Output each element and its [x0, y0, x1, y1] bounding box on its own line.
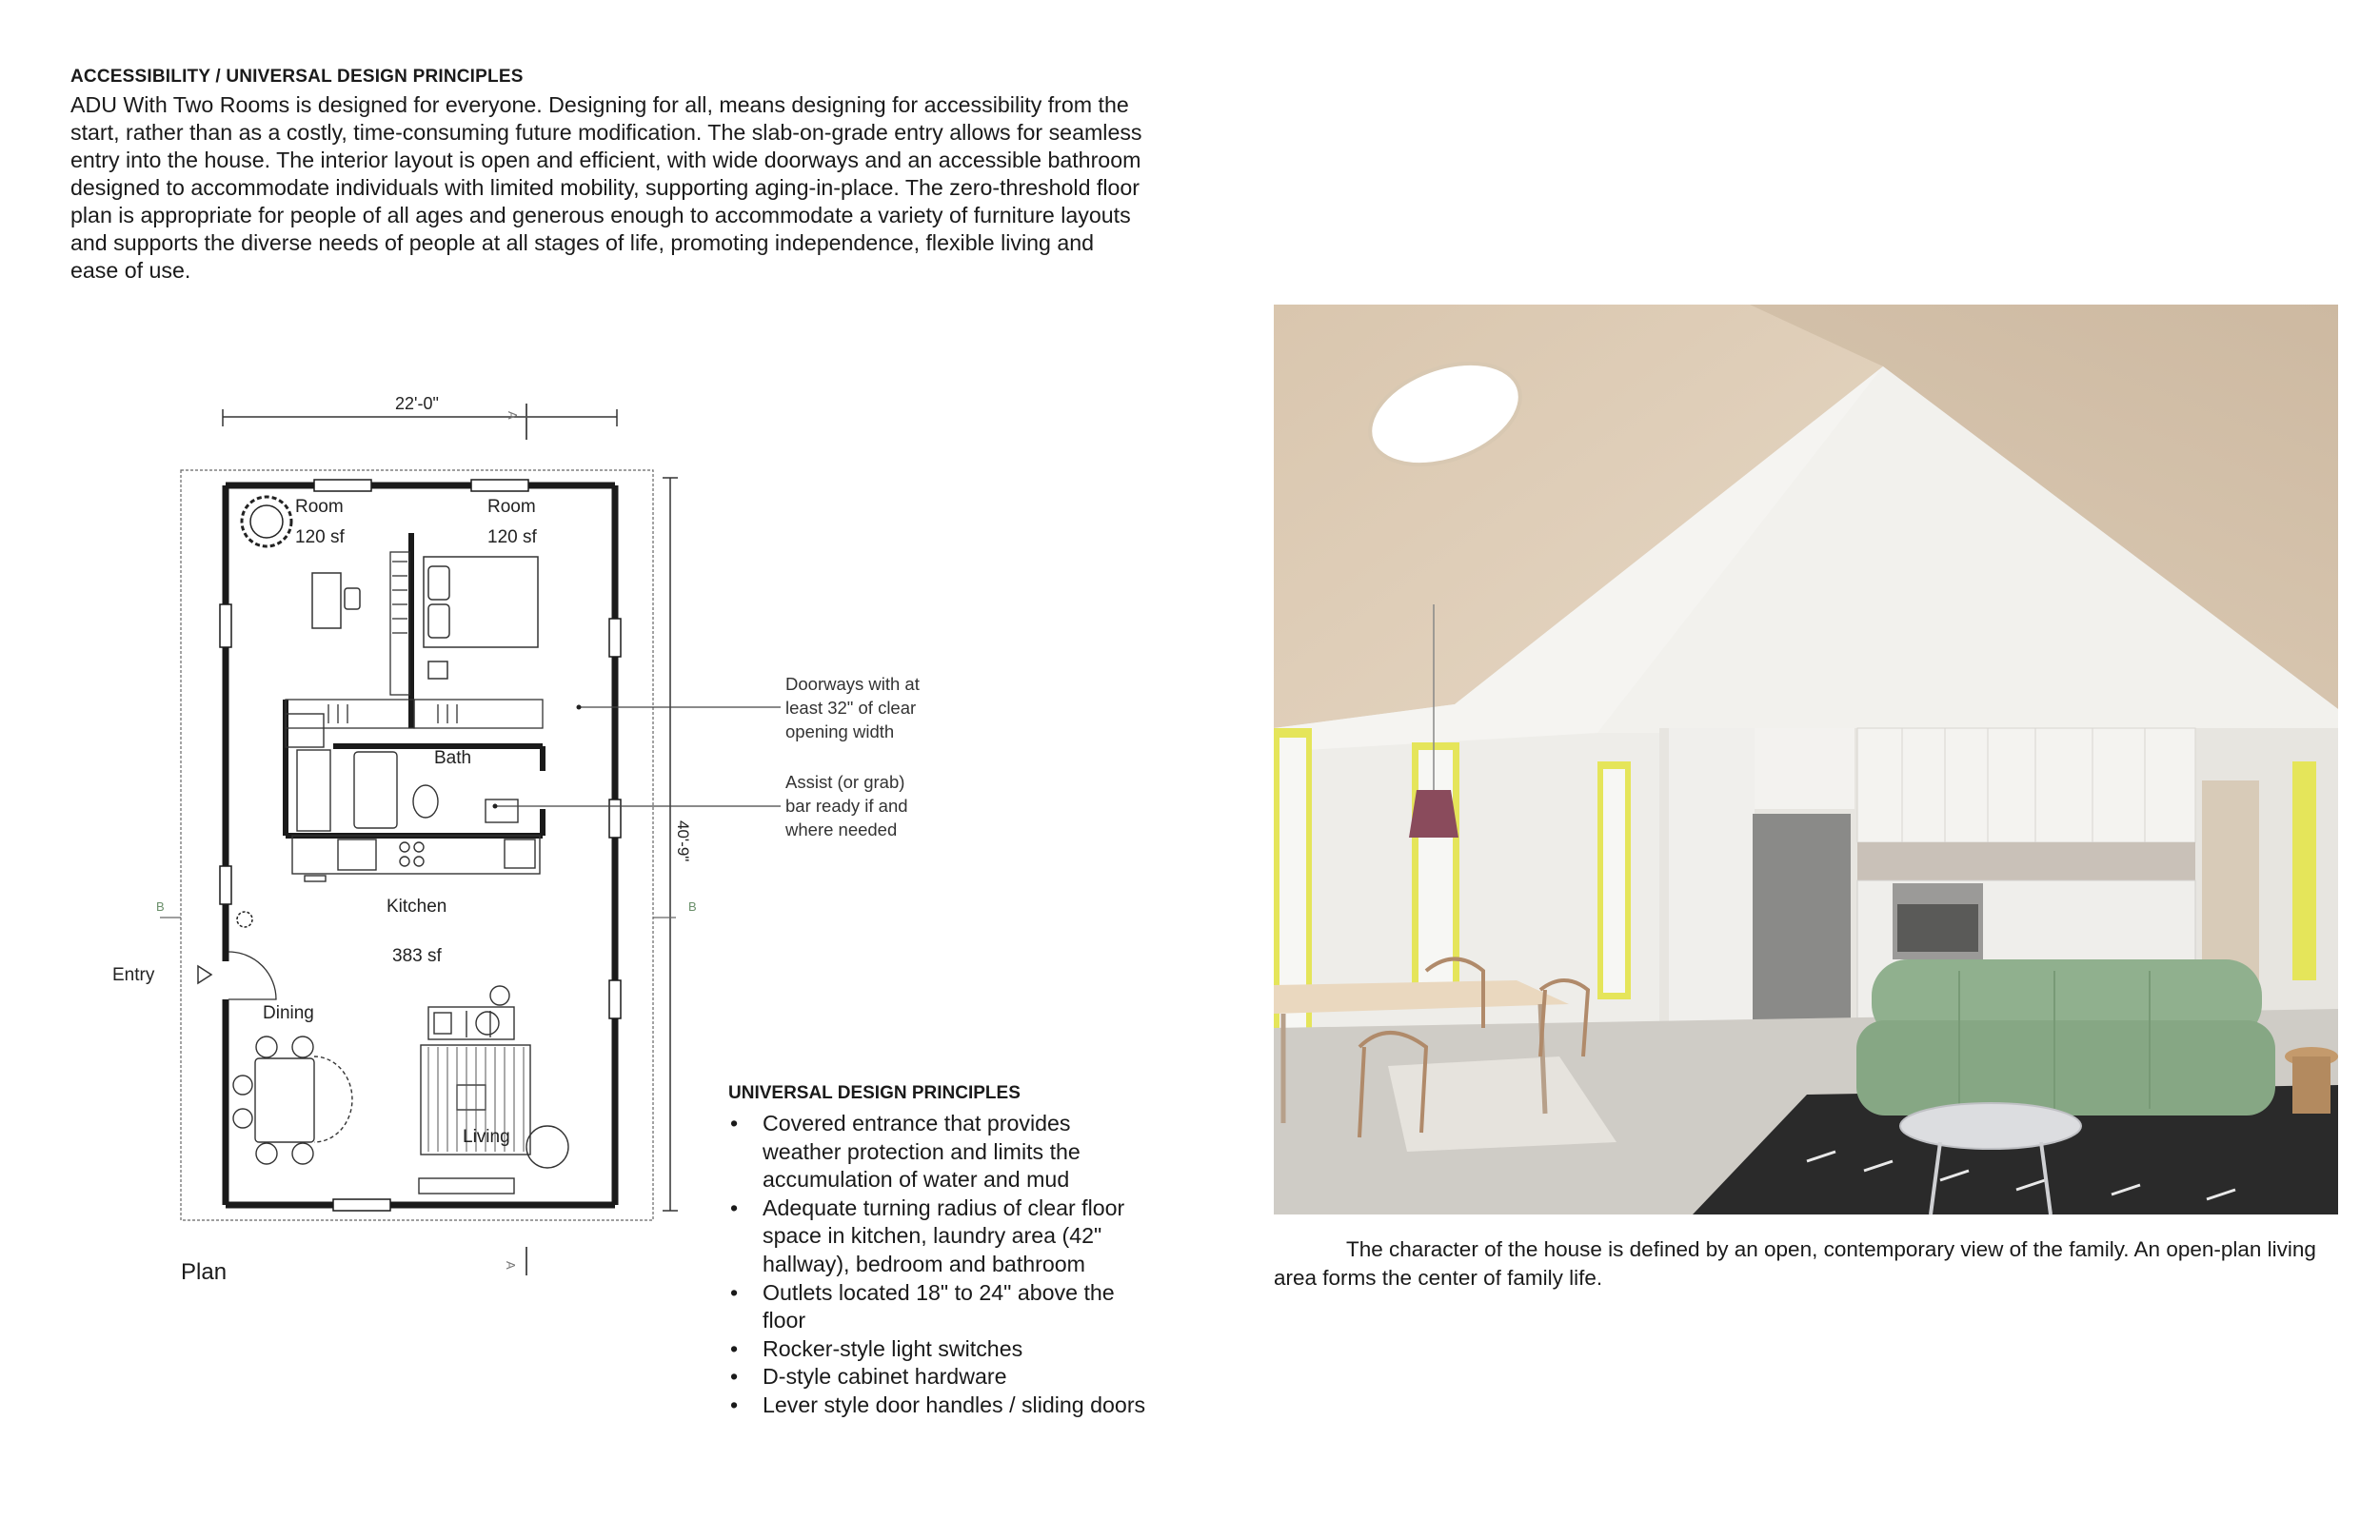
section-a-top: A [506, 411, 520, 420]
dimension-width: 22'-0" [395, 394, 439, 413]
note-assist-line-1: Assist (or grab) [785, 772, 905, 792]
udp-item: • Covered entrance that provides weather protection and limits the accumulation of water and mud [728, 1110, 1147, 1194]
interior-rendering [1274, 305, 2338, 1214]
label-room-2-area: 120 sf [487, 527, 537, 547]
udp-list [728, 1110, 1147, 1420]
label-room-2: Room [487, 497, 536, 517]
label-room-1: Room [295, 497, 344, 517]
label-bath: Bath [434, 748, 472, 768]
section-a-bottom: A [504, 1261, 518, 1270]
section-b-left: B [156, 899, 165, 914]
udp-item: • Outlets located 18" to 24" above the floor [728, 1279, 1147, 1335]
udp-item: • Adequate turning radius of clear floor space in kitchen, laundry area (42" hallway), bedroom and bathroom [728, 1194, 1147, 1279]
universal-design-principles [728, 1083, 1147, 1420]
note-assist-line-3: where needed [785, 819, 898, 839]
intro-heading: ACCESSIBILITY / UNIVERSAL DESIGN PRINCIPLES [70, 67, 524, 87]
udp-heading: UNIVERSAL DESIGN PRINCIPLES [728, 1083, 1021, 1103]
dimension-depth: 40'-9" [674, 820, 692, 862]
label-kitchen: Kitchen [387, 897, 447, 917]
udp-item: • Lever style door handles / sliding doors [728, 1392, 1147, 1420]
label-room-1-area: 120 sf [295, 527, 345, 547]
note-doorways-line-2: least 32" of clear [785, 698, 917, 718]
note-assist-line-2: bar ready if and [785, 796, 908, 816]
udp-item: • D-style cabinet hardware [728, 1363, 1147, 1392]
label-kitchen-area: 383 sf [392, 946, 442, 966]
render-caption: The character of the house is defined by an open, contemporary view of the family. An open-plan living area forms the center of family life. [1274, 1237, 2316, 1290]
label-entry: Entry [112, 965, 155, 985]
note-doorways-line-3: opening width [785, 721, 895, 741]
section-b-right: B [688, 899, 697, 914]
note-doorways-line-1: Doorways with at [785, 674, 920, 694]
label-living: Living [463, 1127, 510, 1147]
label-dining: Dining [263, 1003, 314, 1023]
udp-item: • Rocker-style light switches [728, 1335, 1147, 1364]
intro-paragraph: ADU With Two Rooms is designed for everyone. Designing for all, means designing for accessibility from the start, rather than as a costly, time-consuming future modification. The slab-on-grade entry allows for seamless entry into the house. The interior layout is open and efficient, with wide doorways and an accessible bathroom designed to accommodate individuals with limited mobility, supporting aging-in-place. The zero-threshold floor plan is appropriate for people of all ages and generous enough to accommodate a variety of furniture layouts and supports the diverse needs of people at all stages of life, promoting independence, flexible living and ease of use. [70, 92, 1142, 283]
plan-caption: Plan [181, 1259, 228, 1285]
